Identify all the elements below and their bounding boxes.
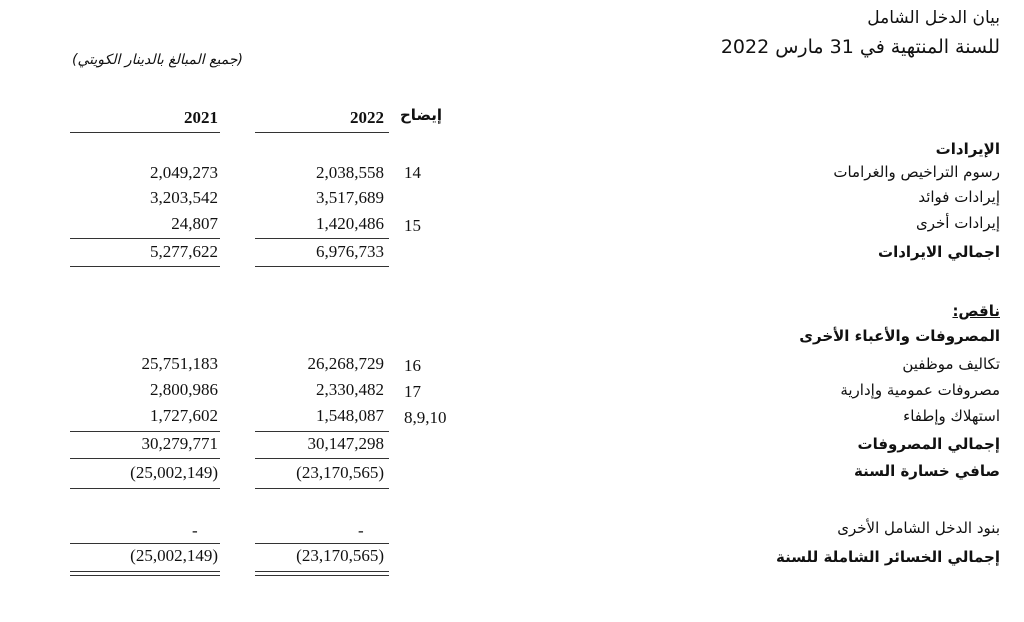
- oci-line-2021: [70, 543, 220, 544]
- net-loss-2022: (23,170,565): [296, 463, 384, 482]
- expenses-subtotal-line-2021: [70, 431, 220, 432]
- header-underline-2021: [70, 132, 220, 133]
- oci-2021: -: [192, 521, 198, 540]
- revenue-total-2022: 6,976,733: [316, 242, 384, 261]
- oci-line-2022: [255, 543, 389, 544]
- expenses-total-line-2022: [255, 458, 389, 459]
- revenue-total-line-2021: [70, 266, 220, 267]
- double-underline-2021-bottom: [70, 575, 220, 576]
- expense-row-2022: 26,268,729: [307, 354, 384, 373]
- expense-row-note: 16: [404, 356, 421, 375]
- net-loss-2021: (25,002,149): [130, 463, 218, 482]
- revenue-row-2021: 3,203,542: [150, 188, 218, 207]
- currency-note: (جميع المبالغ بالدينار الكويتي): [72, 52, 243, 68]
- expenses-total-2022: 30,147,298: [307, 434, 384, 453]
- year-2021-header: 2021: [184, 108, 218, 127]
- expenses-subtotal-line-2022: [255, 431, 389, 432]
- note-column-header: إيضاح: [400, 106, 442, 124]
- revenue-row-2022: 3,517,689: [316, 188, 384, 207]
- revenue-row-2021: 2,049,273: [150, 163, 218, 182]
- double-underline-2022-top: [255, 571, 389, 572]
- oci-2022: -: [358, 521, 364, 540]
- revenue-subtotal-line-2021: [70, 238, 220, 239]
- statement-title: بيان الدخل الشامل: [867, 8, 1000, 28]
- expense-row-label: تكاليف موظفين: [902, 355, 1000, 373]
- expenses-total-2021: 30,279,771: [141, 434, 218, 453]
- expense-row-label: استهلاك وإطفاء: [903, 407, 1000, 425]
- comprehensive-loss-2021: (25,002,149): [130, 546, 218, 565]
- expense-row-2021: 25,751,183: [141, 354, 218, 373]
- revenue-heading: الإيرادات: [935, 140, 1000, 158]
- expenses-total-line-2021: [70, 458, 220, 459]
- comprehensive-loss-2022: (23,170,565): [296, 546, 384, 565]
- expense-row-note: 17: [404, 382, 421, 401]
- year-2022-header: 2022: [350, 108, 384, 127]
- revenue-row-label: رسوم التراخيص والغرامات: [833, 163, 1000, 181]
- revenue-row-2022: 2,038,558: [316, 163, 384, 182]
- expenses-total-label: إجمالي المصروفات: [857, 435, 1000, 453]
- comprehensive-loss-label: إجمالي الخسائر الشاملة للسنة: [776, 548, 1000, 566]
- revenue-row-note: 15: [404, 216, 421, 235]
- header-underline-2022: [255, 132, 389, 133]
- expenses-heading: المصروفات والأعباء الأخرى: [799, 327, 1000, 345]
- net-loss-line-2022: [255, 488, 389, 489]
- oci-label: بنود الدخل الشامل الأخرى: [837, 519, 1000, 537]
- double-underline-2022-bottom: [255, 575, 389, 576]
- expense-row-2021: 1,727,602: [150, 406, 218, 425]
- revenue-row-note: 14: [404, 163, 421, 182]
- revenue-subtotal-line-2022: [255, 238, 389, 239]
- statement-period: للسنة المنتهية في 31 مارس 2022: [720, 36, 1000, 58]
- revenue-total-2021: 5,277,622: [150, 242, 218, 261]
- revenue-row-label: إيرادات فوائد: [918, 188, 1000, 206]
- revenue-total-line-2022: [255, 266, 389, 267]
- revenue-row-label: إيرادات أخرى: [916, 214, 1000, 232]
- revenue-row-2022: 1,420,486: [316, 214, 384, 233]
- expense-row-label: مصروفات عمومية وإدارية: [840, 381, 1000, 399]
- double-underline-2021-top: [70, 571, 220, 572]
- less-heading: ناقص:: [952, 302, 1000, 320]
- revenue-total-label: اجمالي الايرادات: [878, 243, 1000, 261]
- expense-row-2022: 2,330,482: [316, 380, 384, 399]
- expense-row-2022: 1,548,087: [316, 406, 384, 425]
- expense-row-2021: 2,800,986: [150, 380, 218, 399]
- expense-row-note: 8,9,10: [404, 408, 447, 427]
- revenue-row-2021: 24,807: [171, 214, 218, 233]
- net-loss-label: صافي خسارة السنة: [853, 462, 1000, 480]
- net-loss-line-2021: [70, 488, 220, 489]
